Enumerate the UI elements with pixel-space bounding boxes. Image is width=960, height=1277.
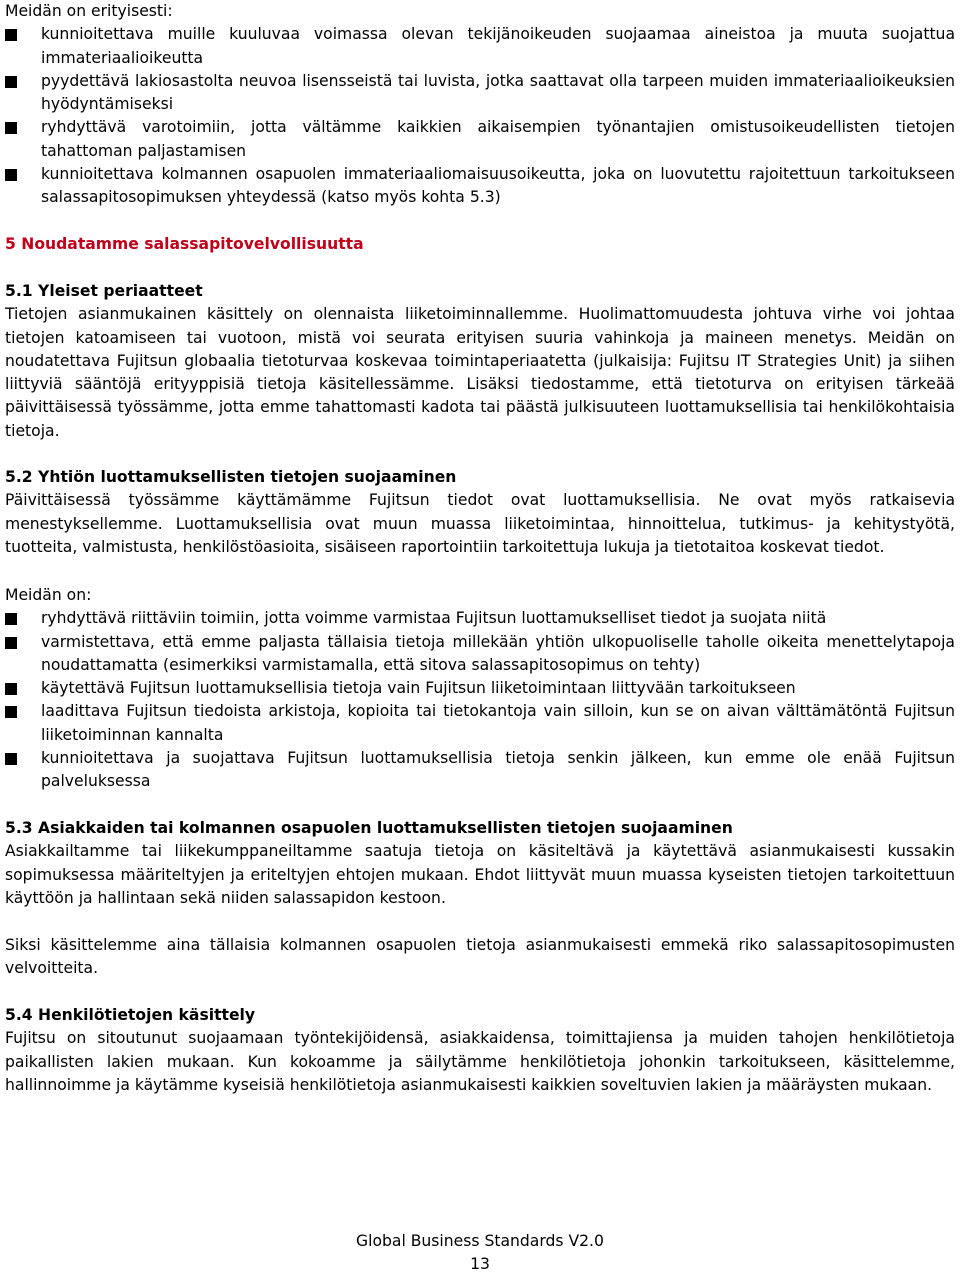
list-item: varmistettava, että emme paljasta tällaisia tietoja millekään yhtiön ulkopuoliselle taholle oikeita menettelytapoja noudattamatta (esimerkiksi varmistamalla, että sitova salassapitosopimus on tehty) bbox=[5, 631, 955, 678]
section-5-4-body: Fujitsu on sitoutunut suojaamaan työntekijöidensä, asiakkaidensa, toimittajiensa ja muiden tahojen henkilötietoja paikallisten lakien mukaan. Kun kokoamme ja säilytämme henkilötietoja johonkin tarkoitukseen, käsittelemme, hallinnoimme ja käytämme kyseisiä henkilötietoja asianmukaisesti kaikkien soveltuvien lakien ja määräysten mukaan. bbox=[5, 1029, 955, 1094]
chapter-5-heading: 5 Noudatamme salassapitovelvollisuutta bbox=[5, 235, 364, 253]
list-item: pyydettävä lakiosastolta neuvoa lisensseistä tai luvista, jotka saattavat olla tarpeen muiden immateriaalioikeuksien hyödyntämiseksi bbox=[5, 70, 955, 117]
square-bullet-icon bbox=[5, 169, 17, 181]
list-item: kunnioitettava ja suojattava Fujitsun luottamuksellisia tietoja senkin jälkeen, kun emme ole enää Fujitsun palveluksessa bbox=[5, 747, 955, 794]
square-bullet-icon bbox=[5, 683, 17, 695]
section-5-3-body-2: Siksi käsittelemme aina tällaisia kolmannen osapuolen tietoja asianmukaisesti emmekä riko salassapitosopimusten velvoitteita. bbox=[5, 936, 955, 978]
list-item: kunnioitettava kolmannen osapuolen immateriaaliomaisuusoikeutta, joka on luovutettu rajoitettuun tarkoitukseen salassapitosopimuksen yhteydessä (katso myös kohta 5.3) bbox=[5, 163, 955, 210]
page-number: 13 bbox=[470, 1255, 490, 1274]
intro-section bbox=[5, 0, 955, 210]
section-5-4 bbox=[5, 1004, 955, 1097]
list-item: käytettävä Fujitsun luottamuksellisia tietoja vain Fujitsun liiketoimintaan liittyvään tarkoitukseen bbox=[5, 677, 955, 700]
section-5-2-list bbox=[5, 607, 955, 793]
square-bullet-icon bbox=[5, 122, 17, 134]
section-5-1-body: Tietojen asianmukainen käsittely on olennaista liiketoiminnallemme. Huolimattomuudesta johtuva virhe voi johtaa tietojen katoamiseen tai vuotoon, mistä voi seurata erityisen suuria vahinkoja ja maineen menetys. Meidän on noudatettava Fujitsun globaalia tietoturvaa koskevaa toimintaperiaatetta (julkaisija: Fujitsu IT Strategies Unit) ja siihen liittyviä sääntöjä erityyppisiä tietoja käsitellessämme. Lisäksi tiedostamme, että tietoturva on erityisen tärkeää päivittäisessä työssämme, jotta emme tahattomasti kadota tai päästä julkisuuteen luottamuksellisia tai henkilökohtaisia tietoja. bbox=[5, 305, 955, 440]
square-bullet-icon bbox=[5, 76, 17, 88]
section-5-2-lead: Meidän on: bbox=[5, 586, 92, 604]
square-bullet-icon bbox=[5, 29, 17, 41]
square-bullet-icon bbox=[5, 613, 17, 625]
list-item: laadittava Fujitsun tiedoista arkistoja, kopioita tai tietokantoja vain silloin, kun se on aivan välttämätöntä Fujitsun liiketoiminnan kannalta bbox=[5, 700, 955, 747]
section-5-2 bbox=[5, 466, 955, 559]
intro-lead: Meidän on erityisesti: bbox=[5, 2, 173, 20]
intro-list bbox=[5, 23, 955, 209]
footer-title: Global Business Standards V2.0 bbox=[356, 1232, 604, 1250]
square-bullet-icon bbox=[5, 706, 17, 718]
section-5-1 bbox=[5, 280, 955, 443]
section-5-1-title: 5.1 Yleiset periaatteet bbox=[5, 282, 203, 300]
list-item: ryhdyttävä riittäviin toimiin, jotta voimme varmistaa Fujitsun luottamukselliset tiedot ja suojata niitä bbox=[5, 607, 955, 630]
section-5-3-body-1: Asiakkailtamme tai liikekumppaneiltamme saatuja tietoja on käsiteltävä ja käytettävä asianmukaisesti kussakin sopimuksessa määriteltyjen ja eriteltyjen ehtojen mukaan. Ehdot liittyvät muun muassa kyseisten tietojen tarkoitettuun käyttöön ja hallintaan sekä niiden salassapidon kestoon. bbox=[5, 842, 955, 907]
list-item: ryhdyttävä varotoimiin, jotta vältämme kaikkien aikaisempien työnantajien omistusoikeudellisten tietojen tahattoman paljastamisen bbox=[5, 116, 955, 163]
square-bullet-icon bbox=[5, 753, 17, 765]
section-5-3-title: 5.3 Asiakkaiden tai kolmannen osapuolen luottamuksellisten tietojen suojaaminen bbox=[5, 819, 733, 837]
page-footer bbox=[0, 1230, 960, 1277]
section-5-2-title: 5.2 Yhtiön luottamuksellisten tietojen suojaaminen bbox=[5, 468, 457, 486]
section-5-4-title: 5.4 Henkilötietojen käsittely bbox=[5, 1006, 256, 1024]
section-5-3 bbox=[5, 817, 955, 910]
square-bullet-icon bbox=[5, 637, 17, 649]
section-5-3-part-2 bbox=[5, 934, 955, 981]
list-item: kunnioitettava muille kuuluvaa voimassa olevan tekijänoikeuden suojaamaa aineistoa ja muuta suojattua immateriaalioikeutta bbox=[5, 23, 955, 70]
section-5-2-list-block bbox=[5, 584, 955, 794]
section-5-2-body: Päivittäisessä työssämme käyttämämme Fujitsun tiedot ovat luottamuksellisia. Ne ovat myös ratkaisevia menestyksellemme. Luottamuksellisia ovat muun muassa liiketoimintaa, hinnoittelua, tutkimus- ja kehitystyötä, tuotteita, valmistusta, henkilöstöasioita, sisäiseen raportointiin tarkoitettuja lukuja ja tietotaitoa koskevat tiedot. bbox=[5, 491, 955, 556]
